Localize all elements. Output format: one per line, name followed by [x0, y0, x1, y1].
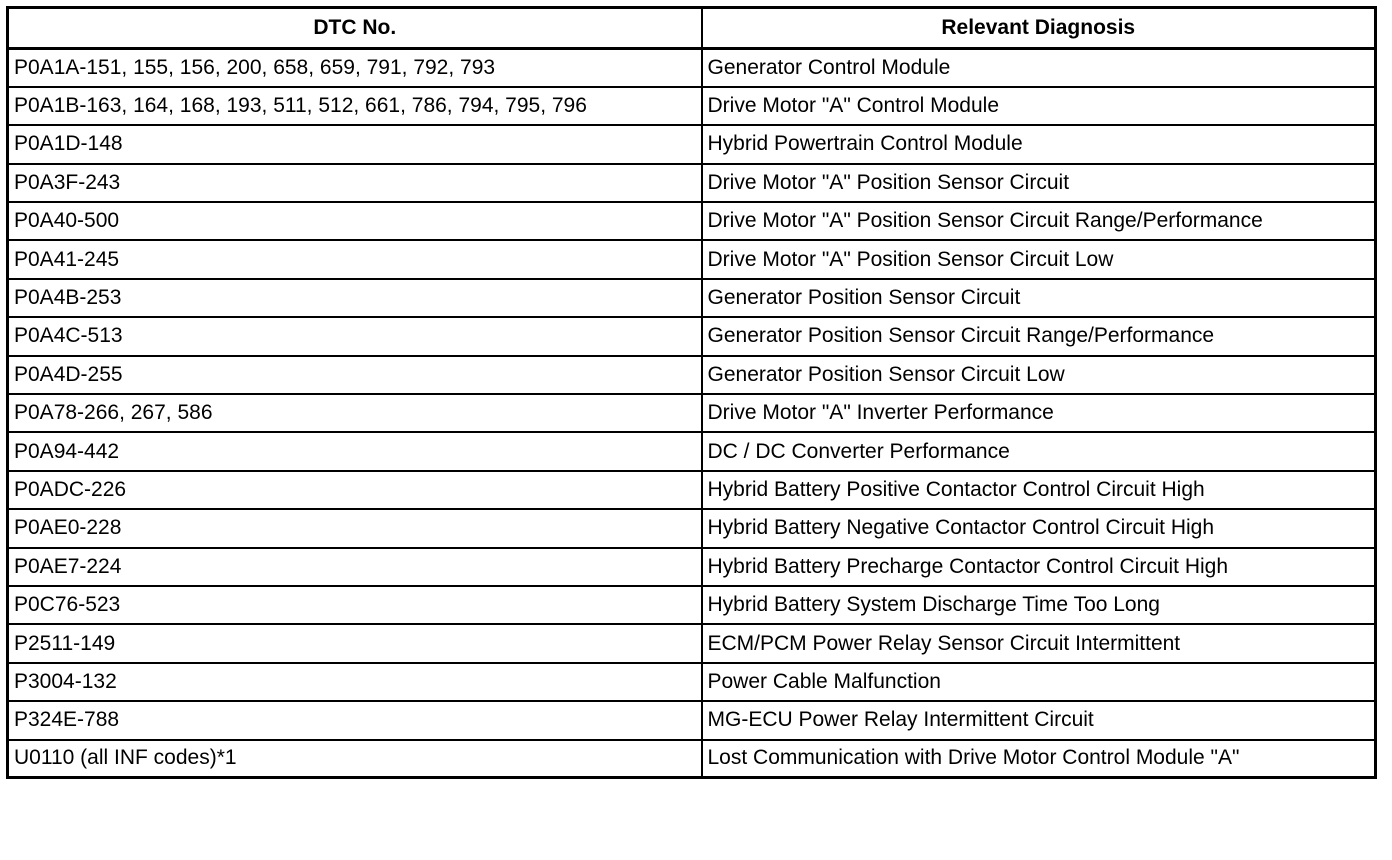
- dtc-cell: P0A4B-253: [8, 279, 702, 317]
- diagnosis-cell: Power Cable Malfunction: [702, 663, 1376, 701]
- diagnosis-cell: Drive Motor "A" Position Sensor Circuit Range/Performance: [702, 202, 1376, 240]
- dtc-cell: P0A78-266, 267, 586: [8, 394, 702, 432]
- header-relevant-diagnosis: Relevant Diagnosis: [702, 8, 1376, 49]
- dtc-cell: P0A1D-148: [8, 125, 702, 163]
- dtc-cell: P0A94-442: [8, 432, 702, 470]
- dtc-cell: P2511-149: [8, 624, 702, 662]
- diagnosis-cell: Generator Control Module: [702, 49, 1376, 87]
- diagnosis-cell: Drive Motor "A" Position Sensor Circuit Low: [702, 240, 1376, 278]
- diagnosis-cell: Generator Position Sensor Circuit Low: [702, 356, 1376, 394]
- table-row: [8, 317, 1376, 355]
- table-row: [8, 279, 1376, 317]
- dtc-cell: P0AE7-224: [8, 548, 702, 586]
- diagnosis-cell: DC / DC Converter Performance: [702, 432, 1376, 470]
- table-header-row: [8, 8, 1376, 49]
- table-row: [8, 471, 1376, 509]
- diagnosis-cell: Drive Motor "A" Inverter Performance: [702, 394, 1376, 432]
- dtc-cell: P0A41-245: [8, 240, 702, 278]
- dtc-cell: P0A4C-513: [8, 317, 702, 355]
- diagnosis-cell: Hybrid Battery Precharge Contactor Control Circuit High: [702, 548, 1376, 586]
- table-row: [8, 701, 1376, 739]
- diagnosis-cell: MG-ECU Power Relay Intermittent Circuit: [702, 701, 1376, 739]
- table-row: [8, 164, 1376, 202]
- table-row: [8, 548, 1376, 586]
- table-row: [8, 624, 1376, 662]
- dtc-cell: P0A1A-151, 155, 156, 200, 658, 659, 791, 792, 793: [8, 49, 702, 87]
- diagnosis-cell: ECM/PCM Power Relay Sensor Circuit Intermittent: [702, 624, 1376, 662]
- table-row: [8, 87, 1376, 125]
- diagnosis-cell: Drive Motor "A" Control Module: [702, 87, 1376, 125]
- dtc-cell: P0A4D-255: [8, 356, 702, 394]
- dtc-cell: P0AE0-228: [8, 509, 702, 547]
- table-row: [8, 663, 1376, 701]
- dtc-cell: P0C76-523: [8, 586, 702, 624]
- table-row: [8, 394, 1376, 432]
- table-row: [8, 586, 1376, 624]
- dtc-cell: U0110 (all INF codes)*1: [8, 740, 702, 778]
- header-dtc-no: DTC No.: [8, 8, 702, 49]
- diagnosis-cell: Generator Position Sensor Circuit Range/Performance: [702, 317, 1376, 355]
- dtc-cell: P0A40-500: [8, 202, 702, 240]
- dtc-cell: P0A3F-243: [8, 164, 702, 202]
- table-row: [8, 240, 1376, 278]
- dtc-cell: P0A1B-163, 164, 168, 193, 511, 512, 661, 786, 794, 795, 796: [8, 87, 702, 125]
- table-row: [8, 740, 1376, 778]
- diagnosis-cell: Hybrid Powertrain Control Module: [702, 125, 1376, 163]
- table-row: [8, 432, 1376, 470]
- table-row: [8, 202, 1376, 240]
- table-row: [8, 49, 1376, 87]
- table-row: [8, 356, 1376, 394]
- diagnosis-cell: Lost Communication with Drive Motor Control Module "A": [702, 740, 1376, 778]
- dtc-diagnosis-table: [6, 6, 1377, 779]
- diagnosis-cell: Drive Motor "A" Position Sensor Circuit: [702, 164, 1376, 202]
- diagnosis-cell: Hybrid Battery Positive Contactor Control Circuit High: [702, 471, 1376, 509]
- dtc-cell: P3004-132: [8, 663, 702, 701]
- table-row: [8, 509, 1376, 547]
- diagnosis-cell: Generator Position Sensor Circuit: [702, 279, 1376, 317]
- table-row: [8, 125, 1376, 163]
- diagnosis-cell: Hybrid Battery Negative Contactor Control Circuit High: [702, 509, 1376, 547]
- dtc-cell: P324E-788: [8, 701, 702, 739]
- diagnosis-cell: Hybrid Battery System Discharge Time Too Long: [702, 586, 1376, 624]
- dtc-cell: P0ADC-226: [8, 471, 702, 509]
